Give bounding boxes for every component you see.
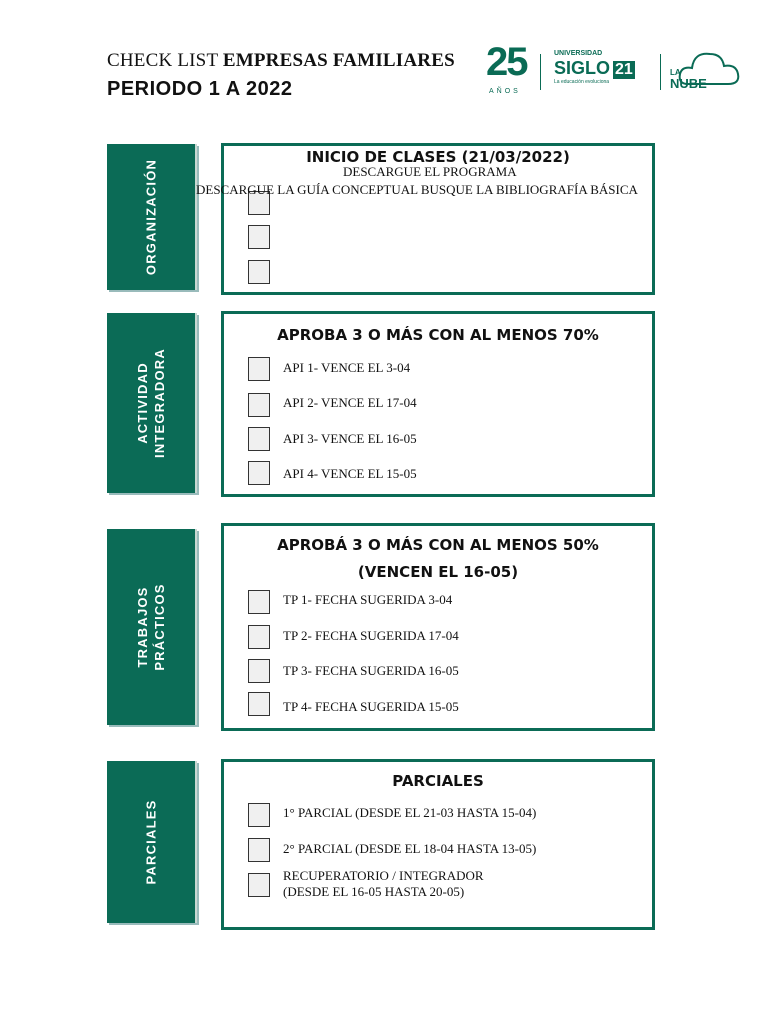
tp-item-2: TP 2- FECHA SUGERIDA 17-04 — [283, 628, 459, 643]
document-title — [107, 50, 455, 72]
checkbox-organizacion-3[interactable] — [248, 260, 270, 284]
nube-la-label: LA — [670, 68, 681, 77]
checkbox-tp-4[interactable] — [248, 692, 270, 716]
checkbox-api-3[interactable] — [248, 427, 270, 451]
trabajos-heading-1: APROBÁ 3 O MÁS CON AL MENOS 50% — [277, 536, 599, 554]
siglo21-logo — [554, 50, 635, 85]
logos-group — [484, 40, 744, 100]
siglo-name: SIGLO — [554, 58, 611, 78]
api-item-2: API 2- VENCE EL 17-04 — [283, 395, 417, 410]
checkbox-parcial-2[interactable] — [248, 838, 270, 862]
api-item-3: API 3- VENCE EL 16-05 — [283, 431, 417, 446]
siglo-number: 21 — [615, 61, 633, 78]
tab-trabajos-practicos — [107, 529, 197, 725]
checkbox-organizacion-2[interactable] — [248, 225, 270, 249]
parciales-heading: PARCIALES — [392, 772, 484, 790]
checkbox-tp-3[interactable] — [248, 659, 270, 683]
checkbox-tp-1[interactable] — [248, 590, 270, 614]
tab-actividad-line1: ACTIVIDAD — [135, 362, 150, 444]
recuperatorio-line-1: RECUPERATORIO / INTEGRADOR — [283, 868, 484, 883]
anniversary-number: 25 — [486, 40, 527, 84]
checkbox-tp-2[interactable] — [248, 625, 270, 649]
siglo-university-label: UNIVERSIDAD — [554, 50, 603, 57]
anniversary-logo — [486, 40, 530, 100]
checkbox-api-4[interactable] — [248, 461, 270, 485]
tp-item-3: TP 3- FECHA SUGERIDA 16-05 — [283, 663, 459, 678]
document-subtitle: PERIODO 1 A 2022 — [107, 78, 293, 100]
logo-divider — [540, 54, 541, 90]
tab-parciales — [107, 761, 197, 923]
nube-name-label: NUBE — [670, 76, 707, 91]
organizacion-line-guia: DESCARGUE LA GUÍA CONCEPTUAL BUSQUE LA BIBLIOGRAFÍA BÁSICA — [196, 182, 638, 197]
tp-item-1: TP 1- FECHA SUGERIDA 3-04 — [283, 592, 453, 607]
parcial-item-1: 1° PARCIAL (DESDE EL 21-03 HASTA 15-04) — [283, 805, 537, 820]
organizacion-line-programa: DESCARGUE EL PROGRAMA — [343, 164, 517, 179]
logo-divider — [660, 54, 661, 90]
tab-actividad-integradora — [107, 313, 197, 493]
tab-actividad-line2: INTEGRADORA — [152, 348, 167, 458]
tab-trabajos-label — [134, 583, 168, 670]
checkbox-api-1[interactable] — [248, 357, 270, 381]
actividad-heading: APROBA 3 O MÁS CON AL MENOS 70% — [277, 326, 599, 344]
tp-item-4: TP 4- FECHA SUGERIDA 15-05 — [283, 699, 459, 714]
siglo-tagline: La educación evoluciona — [554, 79, 610, 85]
checkbox-parcial-1[interactable] — [248, 803, 270, 827]
tab-organizacion — [107, 144, 197, 290]
tab-actividad-label — [134, 348, 168, 458]
tab-trabajos-line1: TRABAJOS — [135, 586, 150, 668]
la-nube-logo — [670, 46, 742, 96]
tab-organizacion-label: ORGANIZACIÓN — [143, 158, 159, 276]
title-bold: EMPRESAS FAMILIARES — [222, 50, 455, 71]
trabajos-heading-2: (VENCEN EL 16-05) — [357, 563, 519, 581]
checkbox-recuperatorio[interactable] — [248, 873, 270, 897]
api-item-1: API 1- VENCE EL 3-04 — [283, 360, 411, 375]
checkbox-api-2[interactable] — [248, 393, 270, 417]
tab-trabajos-line2: PRÁCTICOS — [152, 583, 167, 671]
parcial-item-2: 2° PARCIAL (DESDE EL 18-04 HASTA 13-05) — [283, 841, 537, 856]
anniversary-text: AÑOS — [489, 88, 521, 95]
organizacion-heading: INICIO DE CLASES (21/03/2022) — [306, 148, 570, 166]
api-item-4: API 4- VENCE EL 15-05 — [283, 466, 417, 481]
tab-parciales-label: PARCIALES — [143, 799, 159, 885]
title-prefix: CHECK LIST — [107, 50, 223, 71]
recuperatorio-line-2: (DESDE EL 16-05 HASTA 20-05) — [283, 884, 465, 899]
